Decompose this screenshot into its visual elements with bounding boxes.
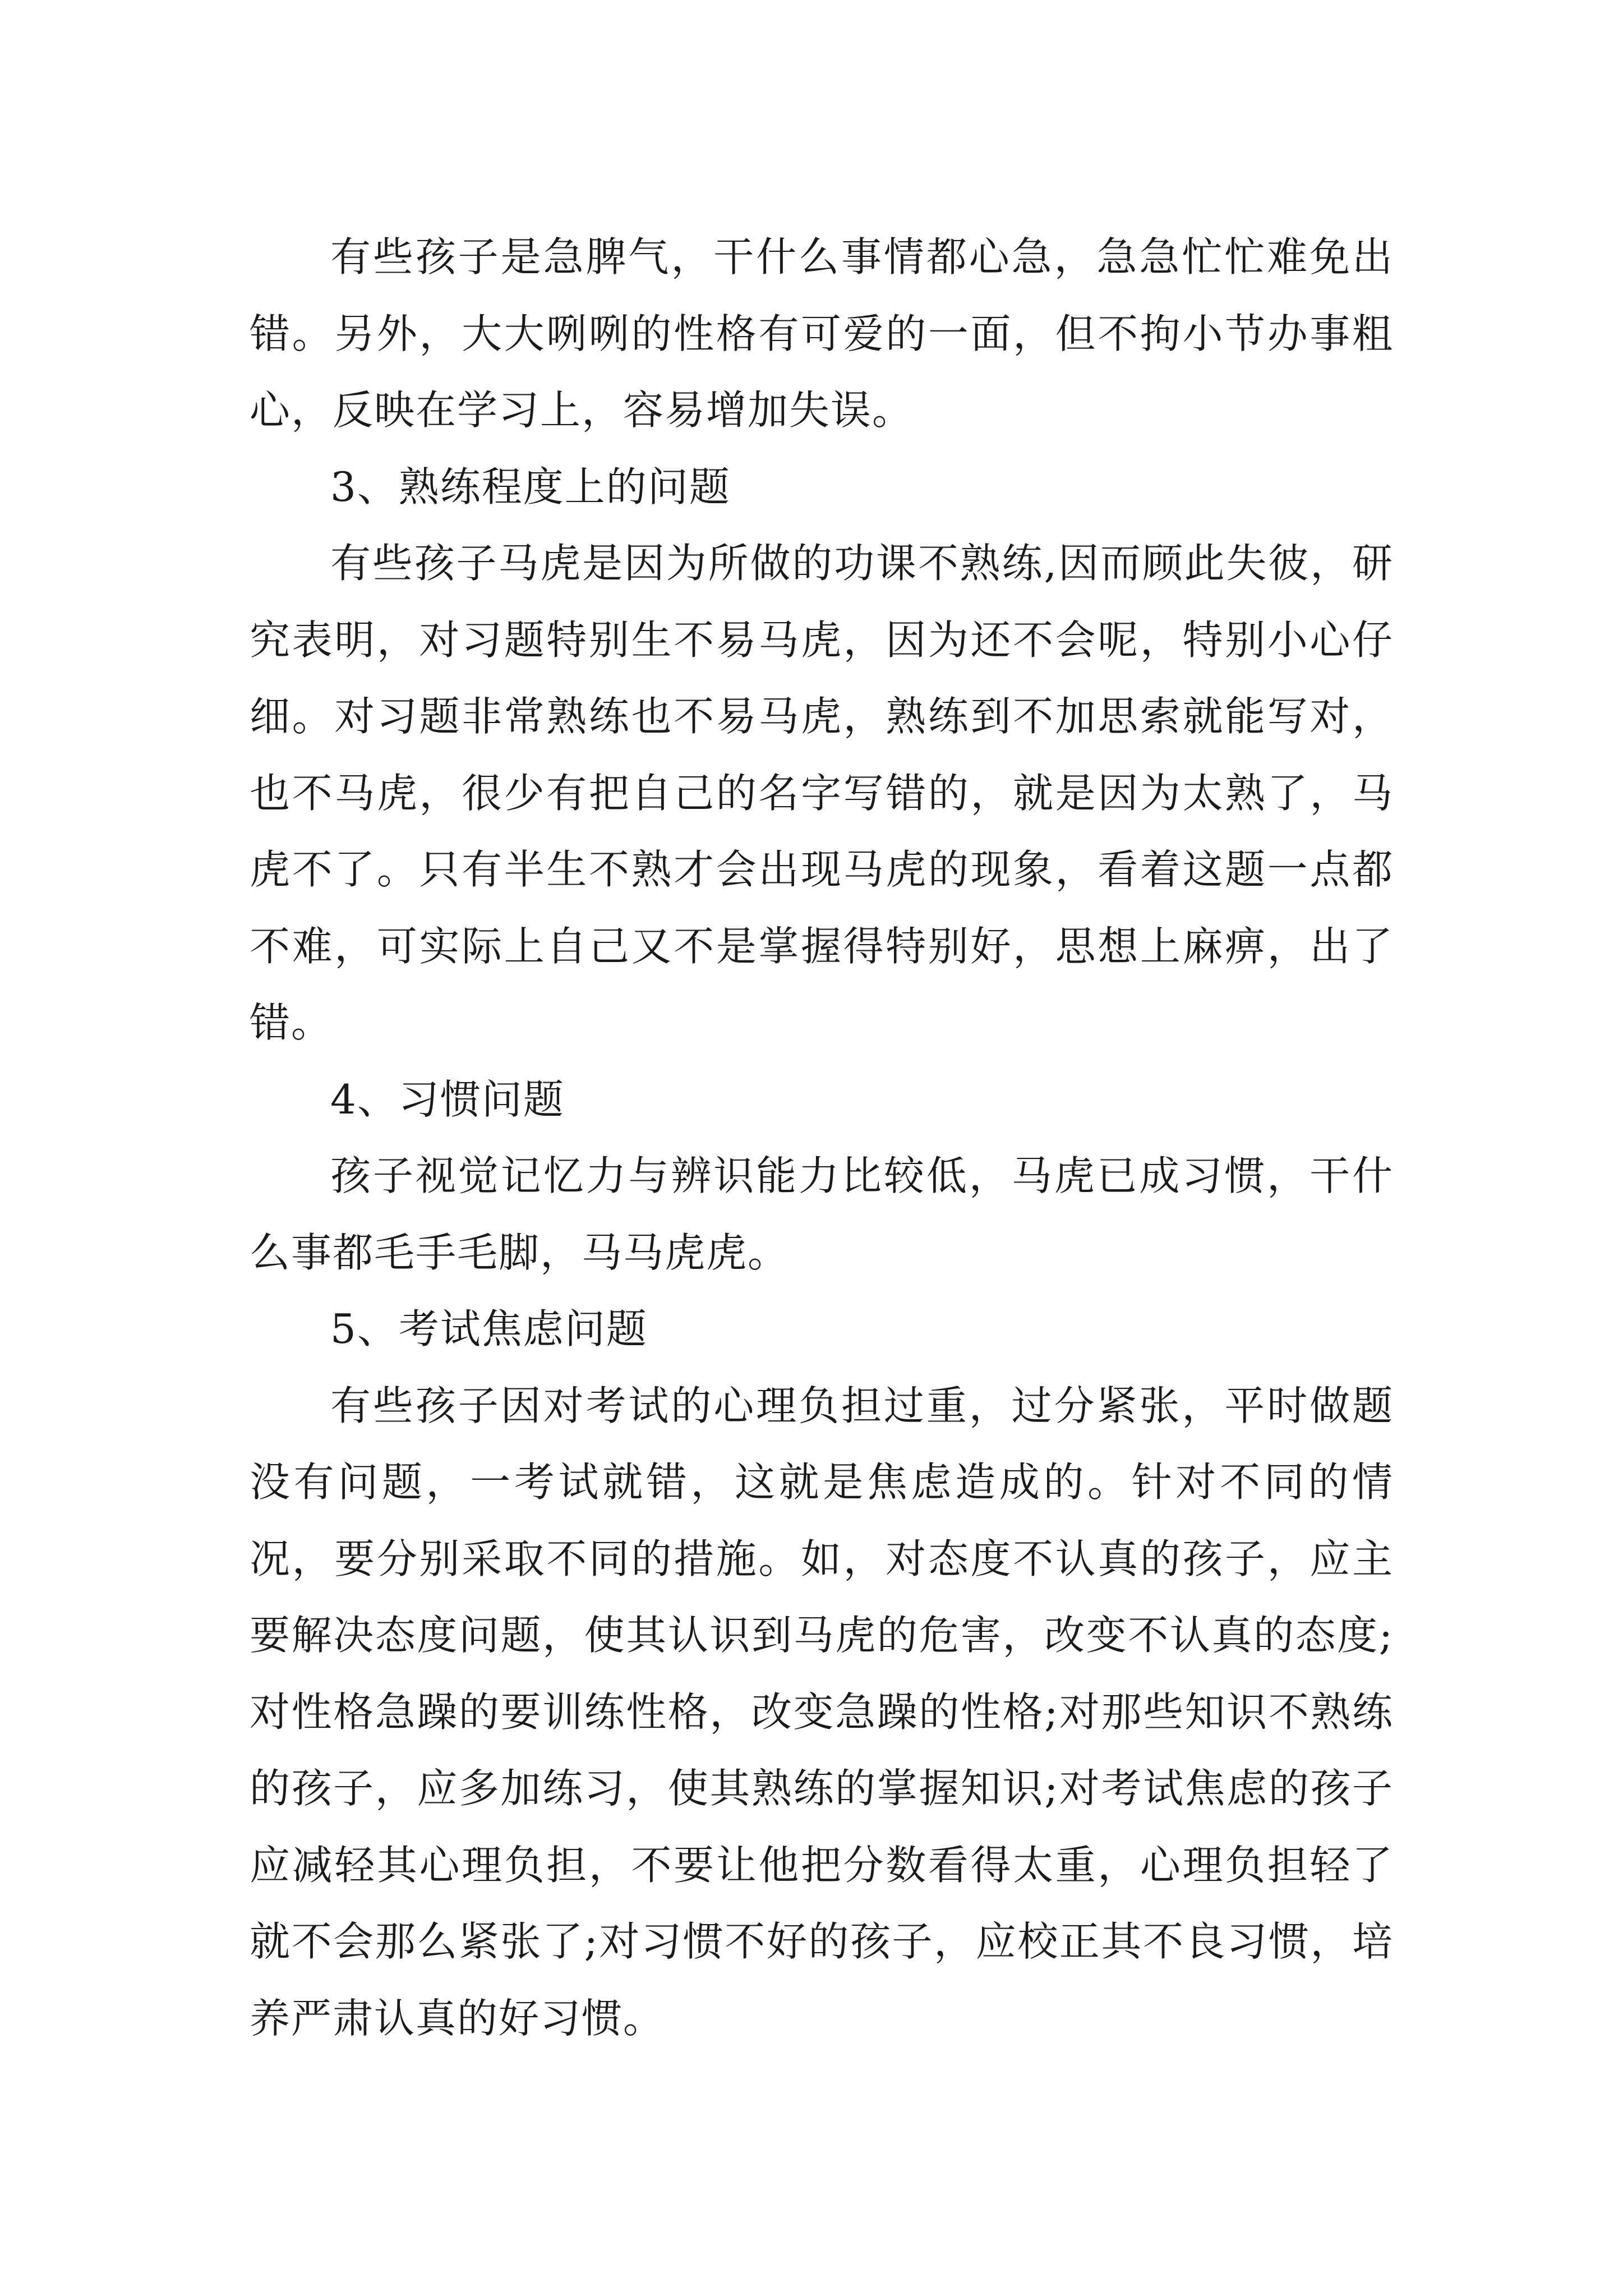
section-heading-exam-anxiety: 5、考试焦虑问题 xyxy=(330,1305,648,1352)
section-heading-habits: 4、习惯问题 xyxy=(330,1075,565,1123)
paragraph-habits: 孩子视觉记忆力与辨识能力比较低，马虎已成习惯，干什么事都毛手毛脚，马马虎虎。 xyxy=(250,1152,1394,1276)
section-heading-proficiency: 3、熟练程度上的问题 xyxy=(330,463,731,510)
paragraph-temperament: 有些孩子是急脾气，干什么事情都心急，急急忙忙难免出错。另外，大大咧咧的性格有可爱的一面，但不拘小节办事粗心，反映在学习上，容易增加失误。 xyxy=(250,233,1394,434)
document-body xyxy=(250,219,1394,2056)
paragraph-proficiency: 有些孩子马虎是因为所做的功课不熟练,因而顾此失彼，研究表明，对习题特别生不易马虎，因为还不会呢，特别小心仔细。对习题非常熟练也不易马虎，熟练到不加思索就能写对，也不马虎，很少有把自己的名字写错的，就是因为太熟了，马虎不了。只有半生不熟才会出现马虎的现象，看着这题一点都不难，可实际上自己又不是掌握得特别好，思想上麻痹，出了错。 xyxy=(250,540,1394,1046)
paragraph-exam-anxiety: 有些孩子因对考试的心理负担过重，过分紧张，平时做题没有问题，一考试就错，这就是焦虑造成的。针对不同的情况，要分别采取不同的措施。如，对态度不认真的孩子，应主要解决态度问题，使其认识到马虎的危害，改变不认真的态度;对性格急躁的要训练性格，改变急躁的性格;对那些知识不熟练的孩子，应多加练习，使其熟练的掌握知识;对考试焦虑的孩子应减轻其心理负担，不要让他把分数看得太重，心理负担轻了就不会那么紧张了;对习惯不好的孩子，应校正其不良习惯，培养严肃认真的好习惯。 xyxy=(250,1382,1394,2042)
